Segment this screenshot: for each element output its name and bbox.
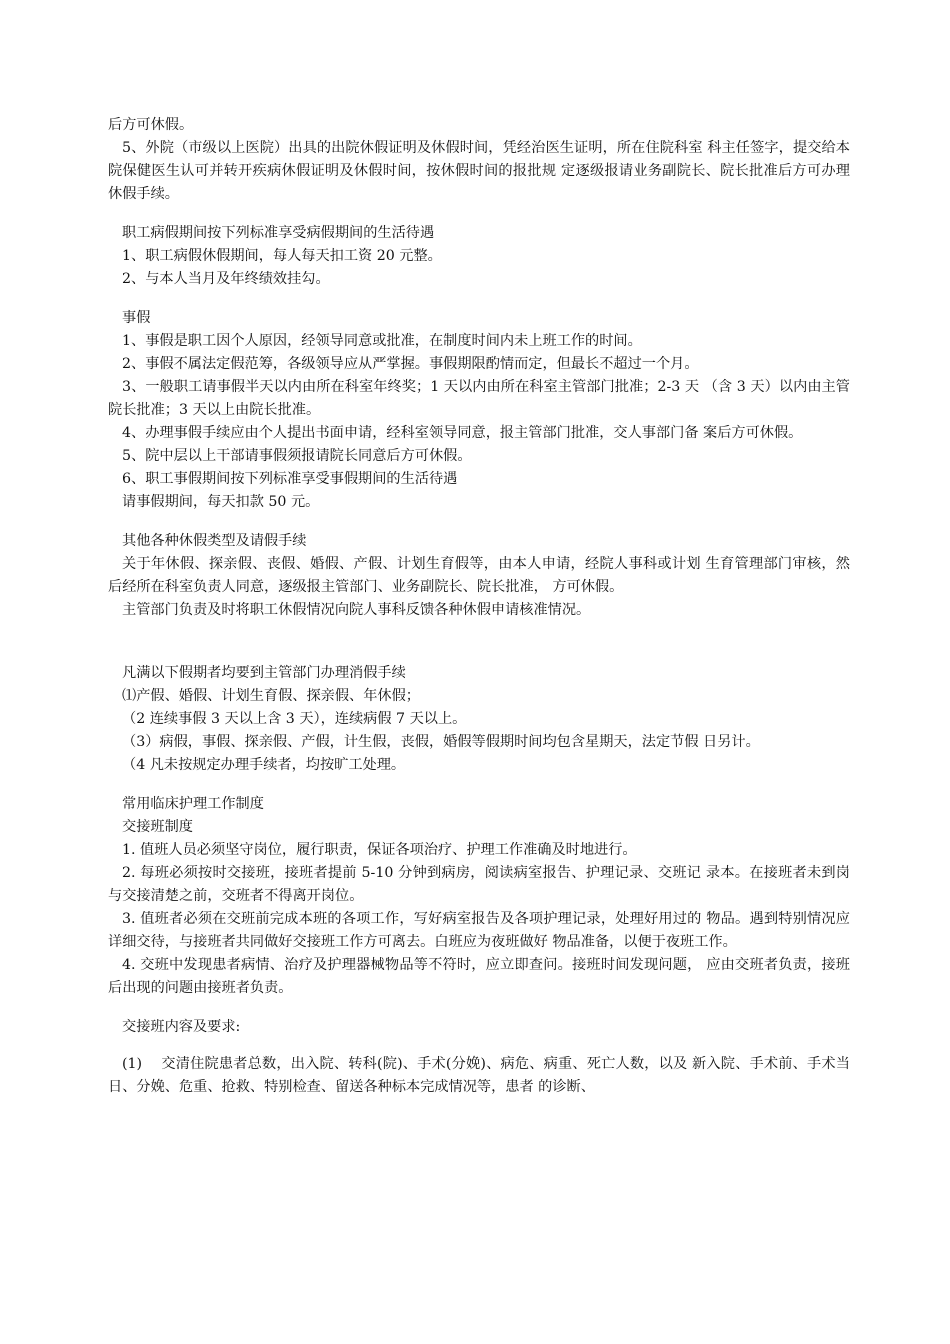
paragraph: 2. 每班必须按时交接班，接班者提前 5-10 分钟到病房，阅读病室报告、护理记录、交班记 录本。在接班者未到岗与交接清楚之前，交班者不得离开岗位。 [108, 865, 850, 904]
section-heading: 事假 [122, 310, 151, 326]
paragraph: 5、院中层以上干部请事假须报请院长同意后方可休假。 [122, 448, 472, 464]
paragraph: 关于年休假、探亲假、丧假、婚假、产假、计划生育假等，由本人申请，经院人事科或计划 生育管理部门审核，然后经所在科室负责人同意，逐级报主管部门、业务副院长、院长批准， 方可休假。 [108, 556, 850, 595]
paragraph: 3. 值班者必须在交班前完成本班的各项工作，写好病室报告及各项护理记录，处理好用过的 物品。遇到特别情况应详细交待，与接班者共同做好交接班工作方可离去。白班应为夜班做好 物品准备，以便于夜班工作。 [108, 911, 850, 950]
paragraph: 5、外院（市级以上医院）出具的出院休假证明及休假时间，凭经治医生证明，所在住院科室 科主任签字，提交给本院保健医生认可并转开疾病休假证明及休假时间，按休假时间的报批规 定逐级报请业务副院长、院长批准后方可办理休假手续。 [108, 140, 850, 202]
paragraph: 请事假期间，每天扣款 50 元。 [122, 494, 320, 510]
paragraph: 3、一般职工请事假半天以内由所在科室年终奖；1 天以内由所在科室主管部门批准；2-3 天 （含 3 天）以内由主管院长批准；3 天以上由院长批准。 [108, 379, 850, 418]
paragraph: ⑴产假、婚假、计划生育假、探亲假、年休假； [122, 688, 420, 704]
paragraph: (1) 交清住院患者总数，出入院、转科(院)、手术(分娩)、病危、病重、死亡人数，以及 新入院、手术前、手术当日、分娩、危重、抢救、特别检查、留送各种标本完成情况等，患者 的诊断、 [108, 1056, 850, 1095]
section-heading: 交接班内容及要求: [122, 1019, 241, 1035]
paragraph: （4 凡未按规定办理手续者，均按旷工处理。 [122, 757, 406, 773]
paragraph: 2、与本人当月及年终绩效挂勾。 [122, 271, 330, 287]
paragraph: 6、职工事假期间按下列标准享受事假期间的生活待遇 [122, 471, 458, 487]
section-heading: 其他各种休假类型及请假手续 [122, 533, 307, 549]
section-heading: 凡满以下假期者均要到主管部门办理消假手续 [122, 665, 406, 681]
paragraph: 主管部门负责及时将职工休假情况向院人事科反馈各种休假申请核准情况。 [122, 602, 591, 618]
paragraph: 后方可休假。 [108, 117, 194, 133]
document-page [108, 114, 850, 1099]
paragraph: 1. 值班人员必须坚守岗位，履行职责，保证各项治疗、护理工作准确及时地进行。 [122, 842, 637, 858]
paragraph: 4. 交班中发现患者病情、治疗及护理器械物品等不符时，应立即查问。接班时间发现问题， 应由交班者负责，接班后出现的问题由接班者负责。 [108, 957, 850, 996]
paragraph: 4、办理事假手续应由个人提出书面申请，经科室领导同意，报主管部门批准，交人事部门备 案后方可休假。 [122, 425, 803, 441]
section-heading: 职工病假期间按下列标准享受病假期间的生活待遇 [122, 225, 435, 241]
paragraph: （2 连续事假 3 天以上含 3 天），连续病假 7 天以上。 [122, 711, 467, 727]
section-heading: 常用临床护理工作制度 [122, 796, 264, 812]
paragraph: 2、事假不属法定假范筹，各级领导应从严掌握。事假期限酌情而定，但最长不超过一个月。 [122, 356, 699, 372]
paragraph: 1、事假是职工因个人原因，经领导同意或批准，在制度时间内未上班工作的时间。 [122, 333, 642, 349]
paragraph: 1、职工病假休假期间，每人每天扣工资 20 元整。 [122, 248, 442, 264]
paragraph: （3）病假，事假、探亲假、产假，计生假，丧假，婚假等假期时间均包含星期天，法定节假 日另计。 [122, 734, 760, 750]
section-heading: 交接班制度 [122, 819, 193, 835]
